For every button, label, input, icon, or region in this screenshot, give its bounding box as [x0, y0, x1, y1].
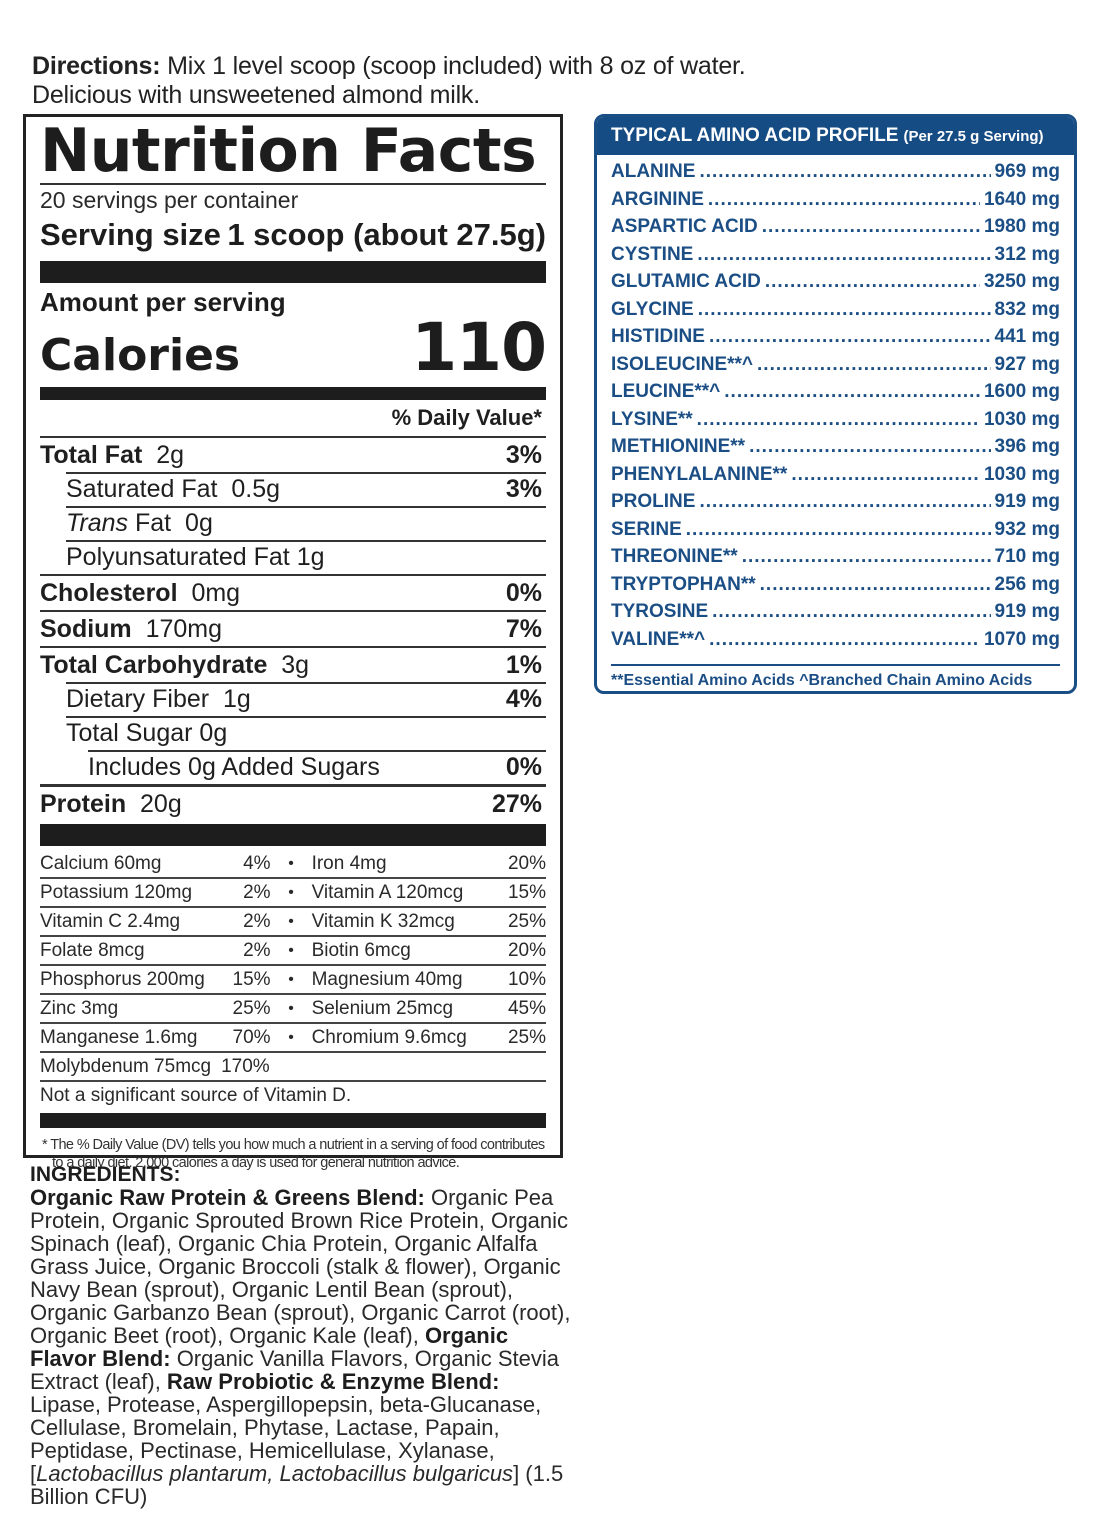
vitamin-row: Zinc 3mg 25% • Selenium 25mcg 45%	[40, 993, 546, 1022]
vitamins-minerals-table	[40, 850, 546, 1110]
vitamin-row: Folate 8mcg 2% • Biotin 6mcg 20%	[40, 935, 546, 964]
amino-item: PROLINE ..... 919 mg	[611, 491, 1060, 519]
directions-line-1: Directions: Mix 1 level scoop (scoop included) with 8 oz of water.	[32, 52, 746, 80]
amino-item: TRYPTOPHAN** ..... 256 mg	[611, 574, 1060, 602]
daily-value: 0%	[505, 752, 542, 781]
daily-value: 1%	[505, 650, 542, 679]
amino-item: LYSINE** ..... 1030 mg	[611, 409, 1060, 437]
vitamin-d-note: Not a significant source of Vitamin D.	[40, 1080, 546, 1110]
amino-item: METHIONINE** ..... 396 mg	[611, 436, 1060, 464]
nutrition-facts-title: Nutrition Facts	[40, 116, 537, 186]
medium-divider	[40, 387, 546, 400]
amino-item: LEUCINE**^ ..... 1600 mg	[611, 381, 1060, 409]
vitamin-row: Phosphorus 200mg 15% • Magnesium 40mg 10%	[40, 964, 546, 993]
amino-item: ALANINE ..... 969 mg	[611, 161, 1060, 189]
ingredients-section	[30, 1163, 575, 1508]
bullet-icon: •	[288, 854, 294, 872]
serving-size-value: 1 scoop (about 27.5g)	[227, 217, 546, 252]
amino-item: GLUTAMIC ACID ..... 3250 mg	[611, 271, 1060, 299]
bullet-icon: •	[288, 883, 294, 901]
daily-value: 7%	[505, 614, 542, 643]
vitamin-row: Vitamin C 2.4mg 2% • Vitamin K 32mcg 25%	[40, 906, 546, 935]
daily-value: 4%	[505, 684, 542, 713]
vitamin-row: Manganese 1.6mg 70% • Chromium 9.6mcg 25%	[40, 1022, 546, 1051]
nutrient-row-cholesterol: Cholesterol 0mg 0%	[40, 574, 546, 610]
nutrient-row-total-fat: Total Fat 2g 3%	[40, 436, 546, 472]
nutrient-row-total-carbohydrate: Total Carbohydrate 3g 1%	[40, 646, 546, 682]
calories-label: Calories	[40, 330, 241, 381]
amount-per-serving: Amount per serving	[40, 287, 286, 317]
amino-item: VALINE**^ ..... 1070 mg	[611, 629, 1060, 657]
ingredients-text: Organic Raw Protein & Greens Blend: Organic Pea Protein, Organic Sprouted Brown Rice Protein, Organic Spinach (leaf), Organic Chia Protein, Organic Alfalfa Grass Juice, Organic Broccoli (stalk & flower), Organic Navy Bean (sprout), Organic Lentil Bean (sprout), Organic Garbanzo Bean (sprout), Organic Carrot (root), Organic Beet (root), Organic Kale (leaf), Organic Flavor Blend: Organic Vanilla Flavors, Organic Stevia Extract (leaf), Raw Probiotic & Enzyme Blend: Lipase, Protease, Aspergillopepsin, beta-Glucanase, Cellulase, Bromelain, Phytase, Lactase, Papain, Peptidase, Pectinase, Hemicellulase, Xylanase, [Lactobacillus plantarum, Lactobacillus bulgaricus] (1.5 Billion CFU)	[30, 1185, 571, 1509]
nutrient-row-dietary-fiber: Dietary Fiber 1g 4%	[40, 682, 546, 716]
amino-acid-profile-panel	[594, 114, 1077, 694]
thick-divider	[40, 261, 546, 283]
bullet-icon: •	[288, 912, 294, 930]
calories-row	[40, 309, 546, 386]
nutrient-row-polyunsaturated-fat: Polyunsaturated Fat 1g	[40, 540, 546, 574]
amino-item: TYROSINE ..... 919 mg	[611, 601, 1060, 629]
amino-acid-profile-header	[597, 117, 1074, 155]
amino-item: THREONINE** ..... 710 mg	[611, 546, 1060, 574]
nutrient-row-trans-fat: Trans Fat 0g	[40, 506, 546, 540]
nutrient-row-added-sugars: Includes 0g Added Sugars 0%	[40, 750, 546, 784]
ingredients-heading: INGREDIENTS:	[30, 1163, 181, 1186]
directions	[32, 52, 746, 110]
nutrition-facts-panel	[23, 114, 563, 1171]
daily-value-footnote: * The % Daily Value (DV) tells you how much a nutrient in a serving of food contributes to a daily diet. 2,000 calories a day is used for general nutrition advice.	[42, 1137, 545, 1171]
amino-item: ARGININE ..... 1640 mg	[611, 189, 1060, 217]
directions-line-2: Delicious with unsweetened almond milk.	[32, 81, 480, 109]
calories-value: 110	[411, 309, 546, 386]
medium-divider	[40, 1113, 546, 1128]
nutrient-row-protein: Protein 20g 27%	[40, 784, 546, 821]
serving-size	[40, 215, 546, 255]
bullet-icon: •	[288, 941, 294, 959]
amino-item: PHENYLALANINE** ..... 1030 mg	[611, 464, 1060, 492]
daily-value: 3%	[505, 474, 542, 503]
amino-footnote: **Essential Amino Acids ^Branched Chain Amino Acids	[611, 672, 1033, 689]
amino-item: HISTIDINE ..... 441 mg	[611, 326, 1060, 354]
amino-item: CYSTINE ..... 312 mg	[611, 244, 1060, 272]
servings-per-container: 20 servings per container	[40, 187, 299, 213]
daily-value: 0%	[505, 578, 542, 607]
bullet-icon: •	[288, 999, 294, 1017]
bullet-icon: •	[288, 970, 294, 988]
vitamin-row: Molybdenum 75mcg 170%	[40, 1051, 546, 1080]
nutrient-row-saturated-fat: Saturated Fat 0.5g 3%	[40, 472, 546, 506]
serving-size-label: Serving size	[40, 217, 221, 252]
nutrient-row-sodium: Sodium 170mg 7%	[40, 610, 546, 646]
nutrient-row-total-sugar: Total Sugar 0g	[40, 716, 546, 750]
vitamin-row: Potassium 120mg 2% • Vitamin A 120mcg 15%	[40, 877, 546, 906]
vitamin-row: Calcium 60mg 4% • Iron 4mg 20%	[40, 852, 546, 874]
daily-value: 3%	[505, 440, 542, 469]
thick-divider	[40, 824, 546, 846]
amino-item: GLYCINE ..... 832 mg	[611, 299, 1060, 327]
daily-value-header: % Daily Value*	[391, 405, 542, 430]
amino-item: ASPARTIC ACID ..... 1980 mg	[611, 216, 1060, 244]
daily-value: 27%	[491, 789, 542, 818]
amino-item: ISOLEUCINE**^ ..... 927 mg	[611, 354, 1060, 382]
bullet-icon: •	[288, 1028, 294, 1046]
amino-item: SERINE ..... 932 mg	[611, 519, 1060, 547]
amino-title: TYPICAL AMINO ACID PROFILE	[611, 125, 899, 146]
amino-acid-list	[597, 155, 1074, 656]
amino-subtitle: (Per 27.5 g Serving)	[903, 127, 1044, 145]
